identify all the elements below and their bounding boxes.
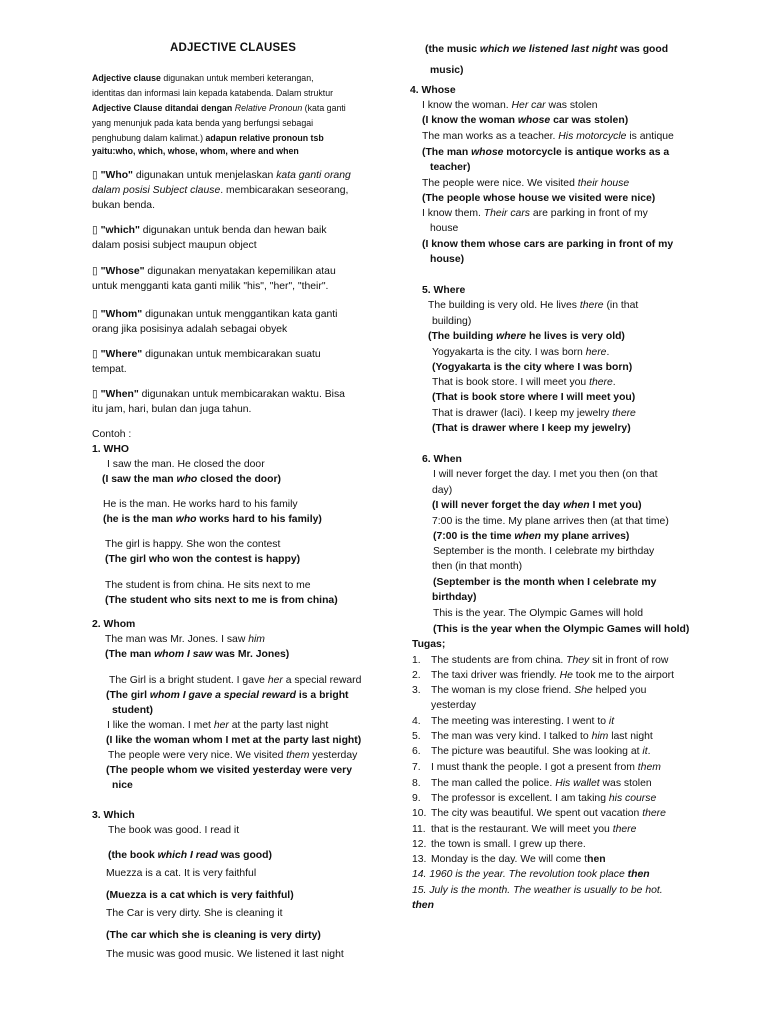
whose-answer-1: (I know the woman whose car was stolen) — [422, 115, 629, 126]
whose-answer-2b: teacher) — [430, 162, 471, 173]
where-example-1: The building is very old. He lives there (in that — [428, 300, 639, 311]
def-whom-2: orang jika posisinya adalah sebagai obyek — [92, 324, 288, 335]
tugas-item — [412, 806, 666, 822]
bullet-icon: ▯ — [92, 389, 101, 400]
def-who-3: bukan benda. — [92, 200, 155, 211]
where-example-2: Yogyakarta is the city. I was born here. — [432, 347, 610, 358]
intro-line-2: identitas dan informasi lain kepada katabenda. Dalam struktur — [92, 88, 334, 98]
tugas-item-number: 9. — [412, 793, 421, 804]
tugas-item-14: 14. 1960 is the year. The revolution took place then — [412, 869, 650, 880]
def-which: ▯ "which" digunakan untuk benda dan hewan baik — [92, 225, 327, 236]
tugas-item-emphasis: it — [608, 716, 615, 727]
which-heading: 3. Which — [92, 810, 135, 821]
when-example-2: 7:00 is the time. My plane arrives then (at that time) — [432, 516, 669, 527]
bullet-icon: ▯ — [92, 309, 101, 320]
tugas-item — [412, 714, 614, 730]
who-heading: 1. WHO — [92, 444, 129, 455]
whose-example-2: The man works as a teacher. His motorcycle is antique — [422, 131, 674, 142]
who-answer-2: (he is the man who works hard to his family) — [103, 514, 322, 525]
whom-example-4: The people were very nice. We visited them yesterday — [108, 750, 358, 761]
where-example-3: That is book store. I will meet you there. — [432, 377, 616, 388]
def-where-2: tempat. — [92, 364, 127, 375]
where-answer-2: (Yogyakarta is the city where I was born) — [432, 362, 633, 373]
when-example-1: I will never forget the day. I met you then (on that — [433, 469, 658, 480]
tugas-heading: Tugas; — [412, 639, 446, 650]
tugas-item-rest: helped you — [592, 685, 647, 696]
tugas-item-text: The professor is excellent. I am taking — [431, 793, 609, 804]
when-example-3: September is the month. I celebrate my birthday — [433, 546, 655, 557]
tugas-item — [412, 729, 653, 745]
tugas-item-number: 4. — [412, 716, 421, 727]
tugas-item-text: The students are from china. — [431, 655, 567, 666]
def-when-2: itu jam, hari, bulan dan juga tahun. — [92, 404, 252, 415]
where-heading: 5. Where — [422, 285, 466, 296]
whom-answer-3: (I like the woman whom I met at the party last night) — [106, 735, 362, 746]
whose-heading: 4. Whose — [410, 85, 456, 96]
whom-answer-4b: nice — [112, 780, 133, 791]
tugas-item-number: 5. — [412, 731, 421, 742]
intro-line-5: penghubung dalam kalimat.) adapun relative pronoun tsb — [92, 133, 324, 143]
tugas-item-number: 7. — [412, 762, 421, 773]
where-answer-1: (The building where he lives is very old) — [428, 331, 625, 342]
tugas-item-emphasis: They — [566, 655, 590, 666]
tugas-item — [412, 776, 652, 792]
def-whom: ▯ "Whom" digunakan untuk menggantikan kata ganti — [92, 309, 338, 320]
bullet-icon: ▯ — [92, 266, 101, 277]
tugas-item — [412, 760, 661, 776]
who-answer-3: (The girl who won the contest is happy) — [105, 554, 301, 565]
tugas-item — [412, 653, 668, 669]
tugas-item — [412, 668, 674, 684]
whom-answer-2: (The girl whom I gave a special reward is a bright — [106, 690, 349, 701]
tugas-item-rest: . — [647, 746, 651, 757]
which-example-4: The music was good music. We listened it last night — [106, 949, 344, 960]
tugas-item-number: 8. — [412, 778, 421, 789]
whose-example-1: I know the woman. Her car was stolen — [422, 100, 598, 111]
tugas-item-emphasis: He — [559, 670, 573, 681]
tugas-item-rest: sit in front of row — [589, 655, 669, 666]
whom-example-3: I like the woman. I met her at the party last night — [107, 720, 329, 731]
which-example-2: Muezza is a cat. It is very faithful — [106, 868, 257, 879]
tugas-item — [412, 698, 476, 714]
tugas-item — [412, 744, 651, 760]
def-who: ▯ "Who" digunakan untuk menjelaskan kata ganti orang — [92, 170, 351, 181]
when-answer-1: (I will never forget the day when I met you) — [432, 500, 642, 511]
who-example-2: He is the man. He works hard to his family — [103, 499, 298, 510]
when-answer-3: (September is the month when I celebrate my — [433, 577, 657, 588]
which-example-3: The Car is very dirty. She is cleaning it — [106, 908, 283, 919]
when-example-4: This is the year. The Olympic Games will hold — [433, 608, 644, 619]
where-example-4: That is drawer (laci). I keep my jewelry there — [432, 408, 636, 419]
tugas-item-number: 12. — [412, 839, 427, 850]
bullet-icon: ▯ — [92, 349, 101, 360]
tugas-item-emphasis: it — [642, 746, 648, 757]
tugas-item — [412, 791, 656, 807]
tugas-item-emphasis: him — [591, 731, 609, 742]
tugas-item-number: 11. — [412, 824, 426, 835]
whose-answer-4: (I know them whose cars are parking in front of my — [422, 239, 674, 250]
def-whose-2: untuk mengganti kata ganti milik "his", "her", "their". — [92, 281, 329, 292]
tugas-item-text: I must thank the people. I got a present from — [431, 762, 638, 773]
which-answer-4b: music) — [430, 65, 464, 76]
whom-answer-2b: student) — [112, 705, 153, 716]
tugas-item — [412, 837, 586, 853]
tugas-item-number: 6. — [412, 746, 421, 757]
when-answer-3b: birthday) — [432, 592, 477, 603]
tugas-item-emphasis: them — [637, 762, 661, 773]
tugas-item-emphasis: his course — [608, 793, 657, 804]
contoh-label: Contoh : — [92, 429, 132, 440]
tugas-item-emphasis: there — [642, 808, 666, 819]
def-whose: ▯ "Whose" digunakan menyatakan kepemilikan atau — [92, 266, 336, 277]
who-example-4: The student is from china. He sits next to me — [105, 580, 311, 591]
whose-answer-2: (The man whose motorcycle is antique works as a — [422, 147, 670, 158]
def-who-2: dalam posisi Subject clause. membicarakan seseorang, — [92, 185, 349, 196]
whom-example-1: The man was Mr. Jones. I saw him — [105, 634, 265, 645]
tugas-item-text: the town is small. I grew up there. — [431, 839, 586, 850]
page-title: ADJECTIVE CLAUSES — [170, 42, 297, 54]
which-answer-4: (the music which we listened last night was good — [425, 44, 669, 55]
def-where: ▯ "Where" digunakan untuk membicarakan suatu — [92, 349, 321, 360]
def-when: ▯ "When" digunakan untuk membicarakan waktu. Bisa — [92, 389, 345, 400]
tugas-item-emphasis: His wallet — [555, 778, 600, 789]
when-answer-2: (7:00 is the time when my plane arrives) — [433, 531, 630, 542]
tugas-item-text: Monday is the day. We will come t — [431, 854, 588, 865]
when-example-1b: day) — [432, 485, 453, 496]
who-answer-4: (The student who sits next to me is from china) — [105, 595, 338, 606]
tugas-item-text: The picture was beautiful. She was looking at — [431, 746, 643, 757]
def-which-2: dalam posisi subject maupun object — [92, 240, 257, 251]
tugas-item-rest: last night — [608, 731, 653, 742]
tugas-item-text: The meeting was interesting. I went to — [431, 716, 609, 727]
tugas-item-text: The man called the police. — [431, 778, 556, 789]
tugas-item-text: yesterday — [431, 700, 477, 711]
which-answer-1: (the book which I read was good) — [108, 850, 272, 861]
whom-example-2: The Girl is a bright student. I gave her a special reward — [109, 675, 362, 686]
whose-example-4: I know them. Their cars are parking in front of my — [422, 208, 648, 219]
whom-answer-1: (The man whom I saw was Mr. Jones) — [105, 649, 290, 660]
whom-answer-4: (The people whom we visited yesterday were very — [106, 765, 353, 776]
tugas-item-rest: took me to the airport — [572, 670, 674, 681]
which-answer-3: (The car which she is cleaning is very dirty) — [106, 930, 321, 941]
whose-answer-4b: house) — [430, 254, 465, 265]
where-answer-4: (That is drawer where I keep my jewelry) — [432, 423, 631, 434]
bullet-icon: ▯ — [92, 170, 101, 181]
where-example-1b: building) — [432, 316, 472, 327]
which-example-1: The book was good. I read it — [108, 825, 240, 836]
tugas-item — [412, 822, 636, 838]
tugas-item-15: 15. July is the month. The weather is usually to be hot. — [412, 885, 663, 896]
whose-example-4b: house — [430, 223, 459, 234]
who-example-3: The girl is happy. She won the contest — [105, 539, 281, 550]
intro-line-6: yaitu:who, which, whose, whom, where and when — [92, 146, 299, 156]
tugas-item-emphasis: She — [574, 685, 593, 696]
tugas-item-text: that is the restaurant. We will meet you — [431, 824, 613, 835]
who-answer-1: (I saw the man who closed the door) — [102, 474, 281, 485]
intro-line-3: Adjective Clause ditandai dengan Relative Pronoun (kata ganti — [92, 103, 346, 113]
tugas-item-number: 1. — [412, 655, 421, 666]
who-example-1: I saw the man. He closed the door — [107, 459, 265, 470]
tugas-item-number: 3. — [412, 685, 421, 696]
tugas-item-text: The city was beautiful. We spent out vacation — [431, 808, 643, 819]
tugas-item-number: 13. — [412, 854, 427, 865]
tugas-item — [412, 852, 606, 868]
tugas-item-emphasis: there — [612, 824, 637, 835]
tugas-item-rest: was stolen — [599, 778, 652, 789]
tugas-item-text: The woman is my close friend. — [431, 685, 575, 696]
when-heading: 6. When — [422, 454, 462, 465]
intro-line-1: Adjective clause digunakan untuk memberi keterangan, — [92, 73, 314, 83]
when-answer-4: (This is the year when the Olympic Games will hold) — [433, 624, 690, 635]
tugas-item-text: The man was very kind. I talked to — [431, 731, 592, 742]
tugas-item-rest: hen — [587, 854, 606, 865]
tugas-item-text: The taxi driver was friendly. — [431, 670, 560, 681]
whom-heading: 2. Whom — [92, 619, 136, 630]
tugas-item-number: 10. — [412, 808, 427, 819]
intro-line-4: yang menunjuk pada kata benda yang berfungsi sebagai — [92, 118, 314, 128]
which-answer-2: (Muezza is a cat which is very faithful) — [106, 890, 294, 901]
bullet-icon: ▯ — [92, 225, 101, 236]
tugas-item — [412, 683, 646, 699]
tugas-item-15b: then — [412, 900, 434, 911]
when-example-3b: then (in that month) — [432, 561, 523, 572]
where-answer-3: (That is book store where I will meet you) — [432, 392, 636, 403]
whose-example-3: The people were nice. We visited their house — [422, 178, 630, 189]
whose-answer-3: (The people whose house we visited were nice) — [422, 193, 656, 204]
tugas-item-number: 2. — [412, 670, 421, 681]
